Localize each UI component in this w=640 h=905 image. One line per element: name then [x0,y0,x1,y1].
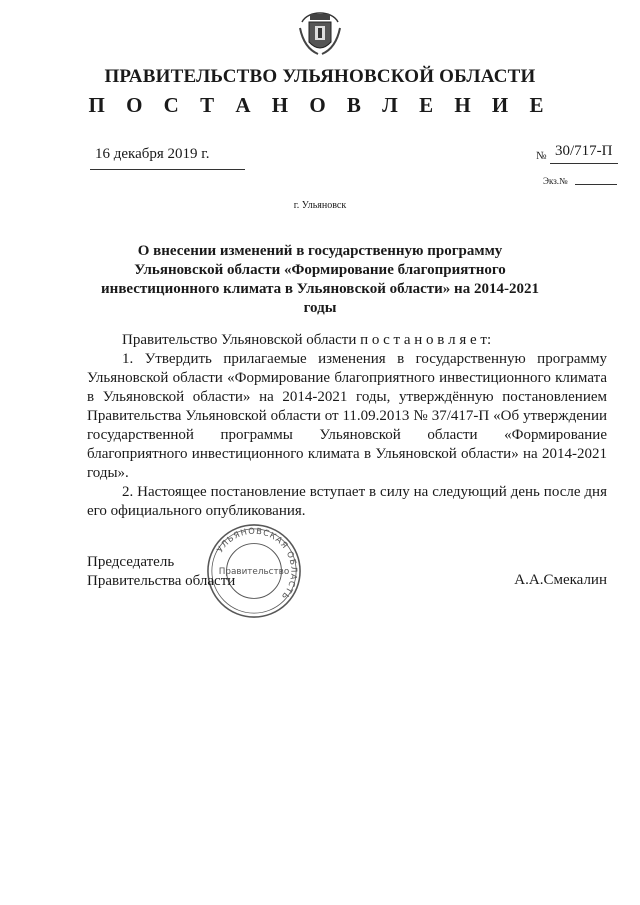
document-type: П О С Т А Н О В Л Е Н И Е [88,93,552,117]
subject-line: инвестиционного климата в Ульяновской области» на 2014-2021 годы [101,281,539,316]
subject-line: О внесении изменений в государственную программу [137,243,503,259]
signatory-name: А.А.Смекалин [514,572,607,588]
copy-number-underline [575,184,617,185]
signatory-position-line: Правительства области [87,573,236,589]
document-date: 16 декабря 2019 г. [95,146,210,162]
body-paragraph-2: 2. Настоящее постановление вступает в силу на следующий день после дня его официального опубликования. [87,484,607,519]
subject-line: Ульяновской области «Формирование благоприятного [134,262,506,278]
seal-ring-text: УЛЬЯНОВСКАЯ ОБЛАСТЬ [214,525,300,603]
signatory-position-line: Председатель [87,554,175,570]
body-paragraph-1: 1. Утвердить прилагаемые изменения в государственную программу Ульяновской области «Формирование благоприятного инвестиционного климата в Ульяновской области» на 2014-2021 годы, утверждённую постановлением Правительства Ульяновской области от 11.09.2013 № 37/417-П «Об утверждении государственной программы Ульяновской области «Формирование благоприятного инвестиционного климата в Ульяновской области» на 2014-2021 годы». [87,351,607,481]
seal-center-text: Правительство [218,566,290,577]
date-underline [90,169,245,170]
coat-of-arms-icon [298,8,342,58]
document-subject [85,242,555,318]
signatory-position [87,553,235,591]
copy-number-label: Экз.№ [543,176,568,186]
document-body [87,331,607,521]
number-prefix: № [536,150,547,162]
city: г. Ульяновск [293,200,347,211]
government-title: ПРАВИТЕЛЬСТВО УЛЬЯНОВСКОЙ ОБЛАСТИ [104,66,536,87]
body-intro: Правительство Ульяновской области п о с т а н о в л я е т: [122,332,492,348]
document-number: 30/717-П [555,143,613,159]
number-underline [550,163,618,164]
